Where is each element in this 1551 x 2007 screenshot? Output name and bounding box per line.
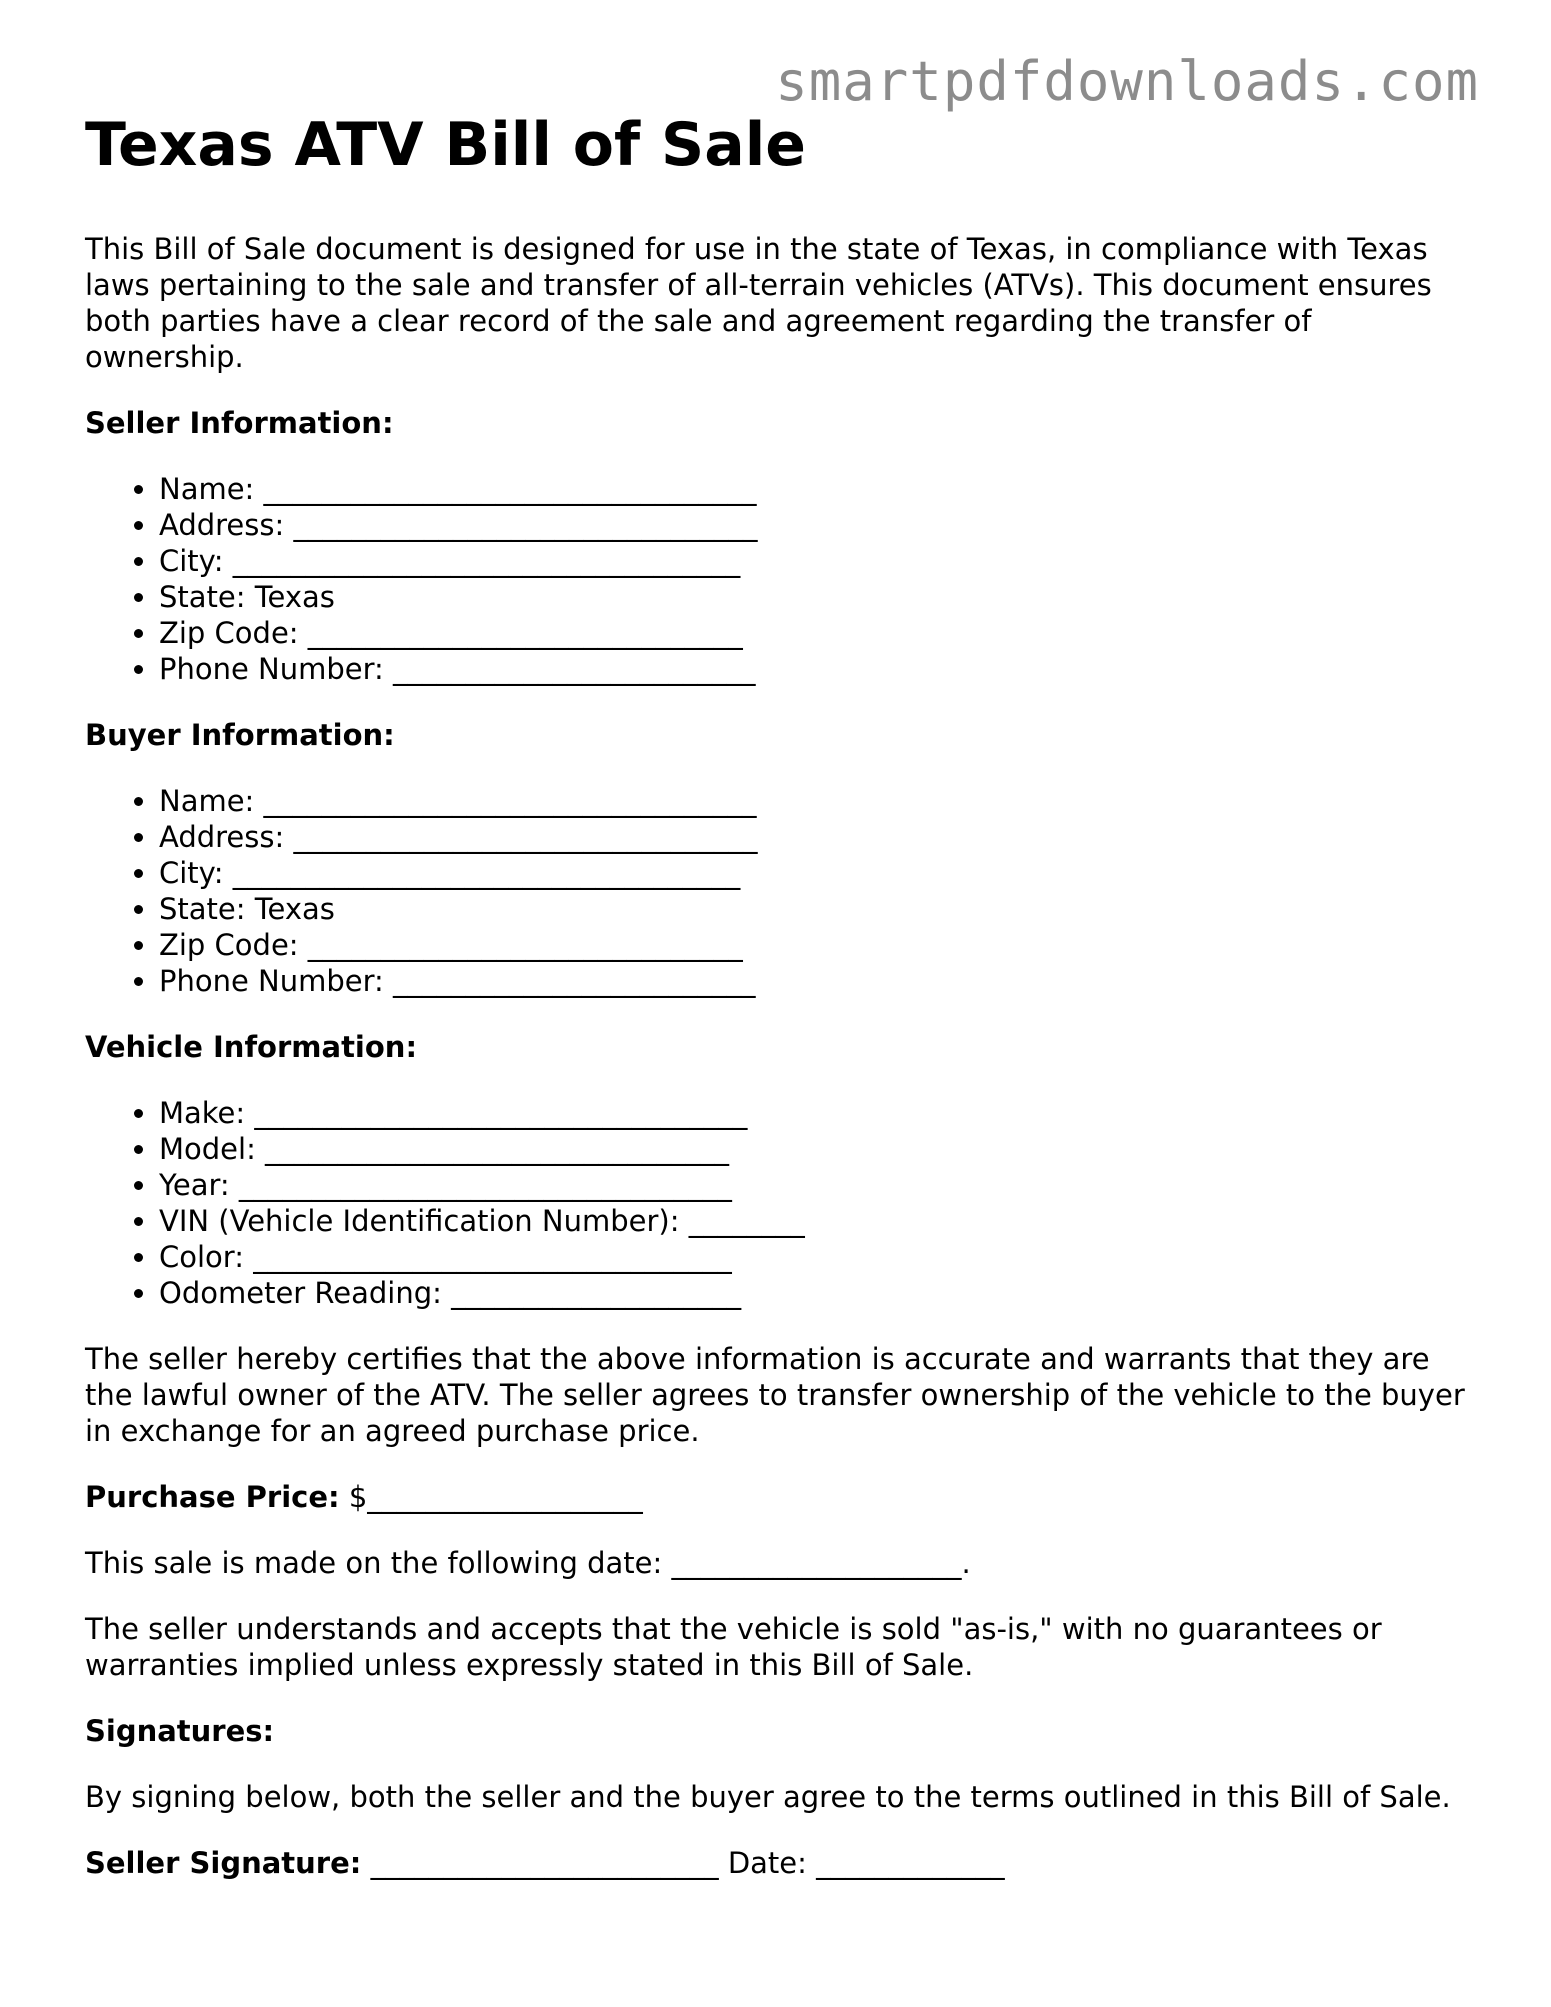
certification-paragraph: The seller hereby certifies that the above information is accurate and warrants that they are the lawful owner of the ATV. The seller agrees to transfer ownership of the vehicle to the buyer in exchange for an agreed purchase price. [85,1342,1465,1448]
watermark: smartpdfdownloads.com [775,50,1479,113]
signatures-heading: Signatures: [85,1714,275,1748]
seller-signature-blank: ________________________ Date: _____________ [370,1846,1005,1880]
buyer-phone-field: • Phone Number: _________________________ [159,963,1465,999]
purchase-price-line [85,1479,1465,1515]
buyer-city-field: • City: ___________________________________ [159,855,1465,891]
document-page [85,108,1465,1911]
buyer-address-field: • Address: ________________________________ [159,819,1465,855]
seller-phone-field: • Phone Number: _________________________ [159,651,1465,687]
vehicle-color-field: • Color: _________________________________ [159,1239,1465,1275]
seller-signature-label: Seller Signature: [85,1846,362,1880]
seller-city-field: • City: ___________________________________ [159,543,1465,579]
seller-zip-field: • Zip Code: ______________________________ [159,615,1465,651]
vehicle-model-field: • Model: ________________________________ [159,1131,1465,1167]
seller-list [85,471,1465,687]
vehicle-odometer-field: • Odometer Reading: ____________________ [159,1275,1465,1311]
page-title: Texas ATV Bill of Sale [85,110,806,180]
buyer-heading: Buyer Information: [85,718,395,752]
buyer-zip-field: • Zip Code: ______________________________ [159,927,1465,963]
seller-signature-line [85,1845,1465,1881]
buyer-state-field: • State: Texas [159,891,1465,927]
buyer-list [85,783,1465,999]
signatures-paragraph: By signing below, both the seller and the buyer agree to the terms outlined in this Bill of Sale. [85,1780,1451,1814]
vehicle-heading: Vehicle Information: [85,1030,418,1064]
purchase-price-value: $___________________ [348,1480,643,1514]
buyer-name-field: • Name: __________________________________ [159,783,1465,819]
vehicle-make-field: • Make: __________________________________ [159,1095,1465,1131]
seller-state-field: • State: Texas [159,579,1465,615]
sale-date-line: This sale is made on the following date: ____________________. [85,1546,971,1580]
intro-paragraph: This Bill of Sale document is designed for use in the state of Texas, in compliance with Texas laws pertaining to the sale and transfer of all-terrain vehicles (ATVs). This document ensures both parties have a clear record of the sale and agreement regarding the transfer of ownership. [85,232,1432,374]
vehicle-list [85,1095,1465,1311]
as-is-paragraph: The seller understands and accepts that the vehicle is sold "as-is," with no guarantees or warranties implied unless expressly stated in this Bill of Sale. [85,1612,1382,1682]
vehicle-year-field: • Year: __________________________________ [159,1167,1465,1203]
purchase-price-label: Purchase Price: [85,1480,340,1514]
seller-name-field: • Name: __________________________________ [159,471,1465,507]
seller-heading: Seller Information: [85,406,394,440]
vehicle-vin-field: • VIN (Vehicle Identification Number): ________ [159,1203,1465,1239]
seller-address-field: • Address: ________________________________ [159,507,1465,543]
